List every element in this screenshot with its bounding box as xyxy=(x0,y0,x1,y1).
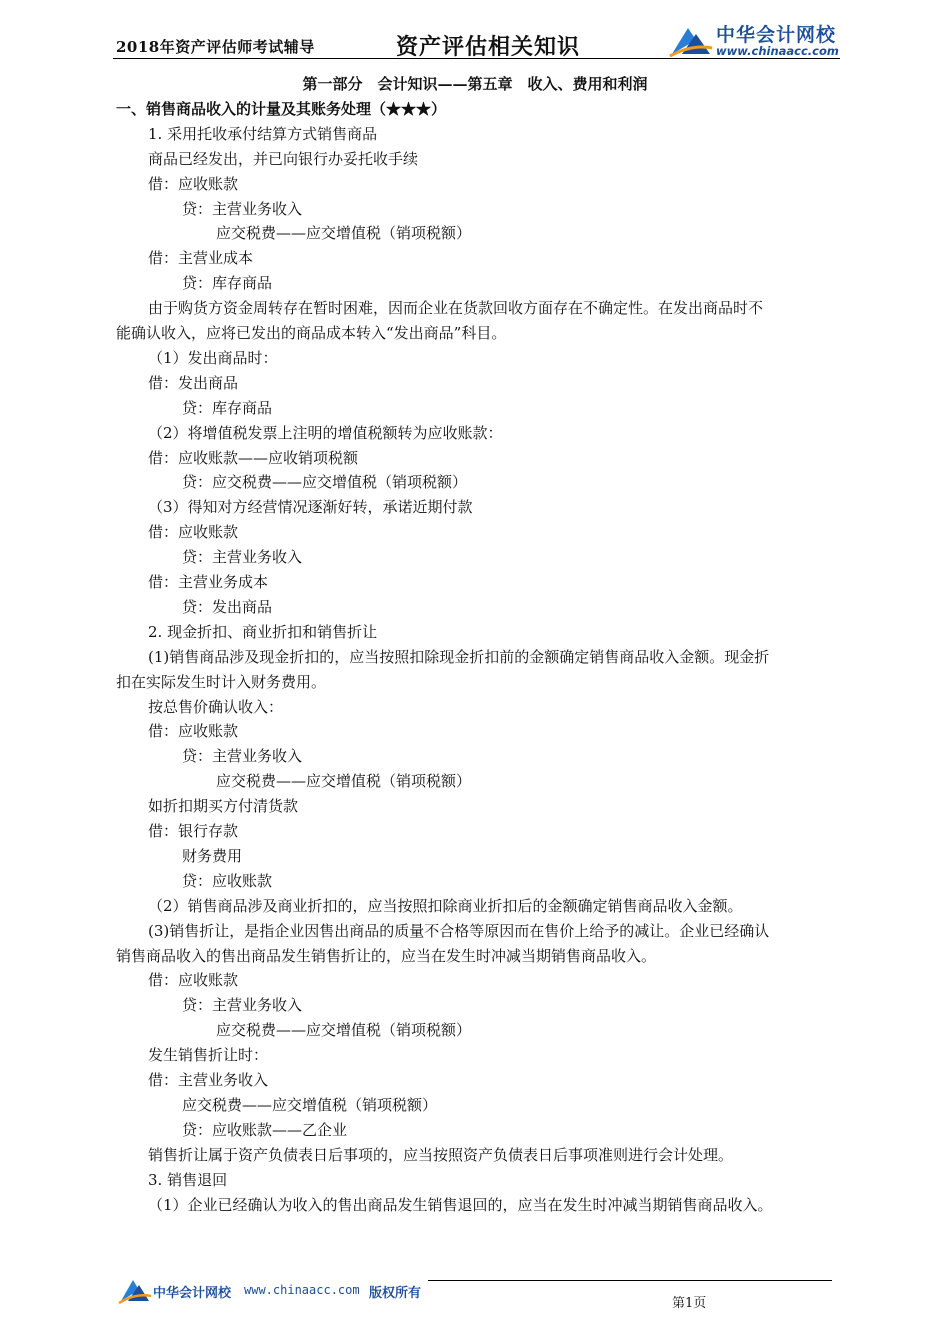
page-number: 第1页 xyxy=(672,1296,707,1311)
text-line: 借：主营业务收入 xyxy=(148,1071,269,1089)
text-line: 贷：库存商品 xyxy=(182,274,273,293)
text-line: 借：银行存款 xyxy=(148,822,239,840)
text-line: 能确认收入，应将已发出的商品成本转入“发出商品”科目。 xyxy=(116,324,507,342)
text-line: 贷：应收账款——乙企业 xyxy=(182,1120,348,1139)
text-line: 贷：发出商品 xyxy=(182,597,273,616)
text-line: （3）得知对方经营情况逐渐好转，承诺近期付款 xyxy=(148,498,473,517)
logo-brand-name: 中华会计网校 xyxy=(716,24,837,46)
text-line: (3)销售折让，是指企业因售出商品的质量不合格等原因而在售价上给予的减让。企业已经确认 xyxy=(148,921,770,940)
text-line: 销售商品收入的售出商品发生销售折让的，应当在发生时冲减当期销售商品收入。 xyxy=(116,946,657,965)
text-line: 借：应收账款 xyxy=(148,174,239,193)
text-line: (1)销售商品涉及现金折扣的，应当按照扣除现金折扣前的金额确定销售商品收入金额。现金折 xyxy=(148,647,770,666)
text-line: 借：应收账款 xyxy=(148,722,239,741)
text-line: 3. 销售退回 xyxy=(148,1170,228,1189)
text-line: 2. 现金折扣、商业折扣和销售折让 xyxy=(148,622,378,641)
text-line: 贷：库存商品 xyxy=(182,398,273,417)
text-line: 借：应收账款——应收销项税额 xyxy=(148,448,359,467)
chapter-title: 第一部分 会计知识——第五章 收入、费用和利润 xyxy=(302,75,648,93)
text-line: 销售折让属于资产负债表日后事项的，应当按照资产负债表日后事项准则进行会计处理。 xyxy=(148,1145,734,1164)
text-line: 按总售价确认收入： xyxy=(148,697,284,716)
text-line: 商品已经发出，并已向银行办妥托收手续 xyxy=(148,149,419,168)
footer-divider xyxy=(428,1280,832,1281)
text-line: 借：主营业务成本 xyxy=(148,573,269,591)
text-line: 贷：主营业务收入 xyxy=(182,996,303,1015)
footer-copyright: 版权所有 xyxy=(369,1286,422,1301)
text-line: （1）发出商品时： xyxy=(148,348,278,367)
footer-logo-icon xyxy=(118,1276,152,1304)
text-line: 贷：应交税费——应交增值税（销项税额） xyxy=(182,473,468,492)
text-line: 贷：主营业务收入 xyxy=(182,548,303,567)
text-line: （2）将增值税发票上注明的增值税额转为应收账款： xyxy=(148,423,503,442)
header-divider xyxy=(113,58,840,59)
text-line: 借：应收账款 xyxy=(148,971,239,990)
text-line: 如折扣期买方付清货款 xyxy=(148,797,299,816)
text-line: 借：发出商品 xyxy=(148,373,239,392)
text-line: 借：应收账款 xyxy=(148,523,239,542)
text-line: 贷：主营业务收入 xyxy=(182,199,303,218)
text-line: （1）企业已经确认为收入的售出商品发生销售退回的，应当在发生时冲减当期销售商品收入。 xyxy=(148,1195,773,1214)
text-line: 贷：应收账款 xyxy=(182,871,273,890)
text-line: 发生销售折让时： xyxy=(148,1046,269,1065)
text-line: 扣在实际发生时计入财务费用。 xyxy=(116,672,327,691)
text-line: 由于购货方资金周转存在暂时困难，因而企业在货款回收方面存在不确定性。在发出商品时不 xyxy=(148,299,764,318)
header-subject-title: 资产评估相关知识 xyxy=(396,34,581,60)
text-line: 应交税费——应交增值税（销项税额） xyxy=(216,224,472,243)
text-line: （2）销售商品涉及商业折扣的，应当按照扣除商业折扣后的金额确定销售商品收入金额。 xyxy=(148,896,743,915)
footer-brand: 中华会计网校 xyxy=(153,1286,232,1301)
text-line: 借：主营业成本 xyxy=(148,249,254,268)
text-line: 财务费用 xyxy=(182,846,243,865)
logo-url[interactable]: www.chinaacc.com xyxy=(716,44,839,58)
page-header xyxy=(0,0,950,62)
text-line: 贷：主营业务收入 xyxy=(182,747,303,766)
section-heading: 一、销售商品收入的计量及其账务处理（★★★） xyxy=(116,99,447,118)
text-line: 应交税费——应交增值税（销项税额） xyxy=(216,772,472,791)
text-line: 1. 采用托收承付结算方式销售商品 xyxy=(148,124,378,143)
text-line: 应交税费——应交增值税（销项税额） xyxy=(216,1021,472,1040)
footer-url[interactable]: www.chinaacc.com xyxy=(244,1283,360,1297)
brand-logo[interactable] xyxy=(668,18,848,62)
logo-icon xyxy=(668,22,714,58)
page-footer xyxy=(0,1270,950,1340)
text-line: 应交税费——应交增值税（销项税额） xyxy=(182,1095,438,1114)
header-course-title: 2018年资产评估师考试辅导 xyxy=(116,38,315,56)
